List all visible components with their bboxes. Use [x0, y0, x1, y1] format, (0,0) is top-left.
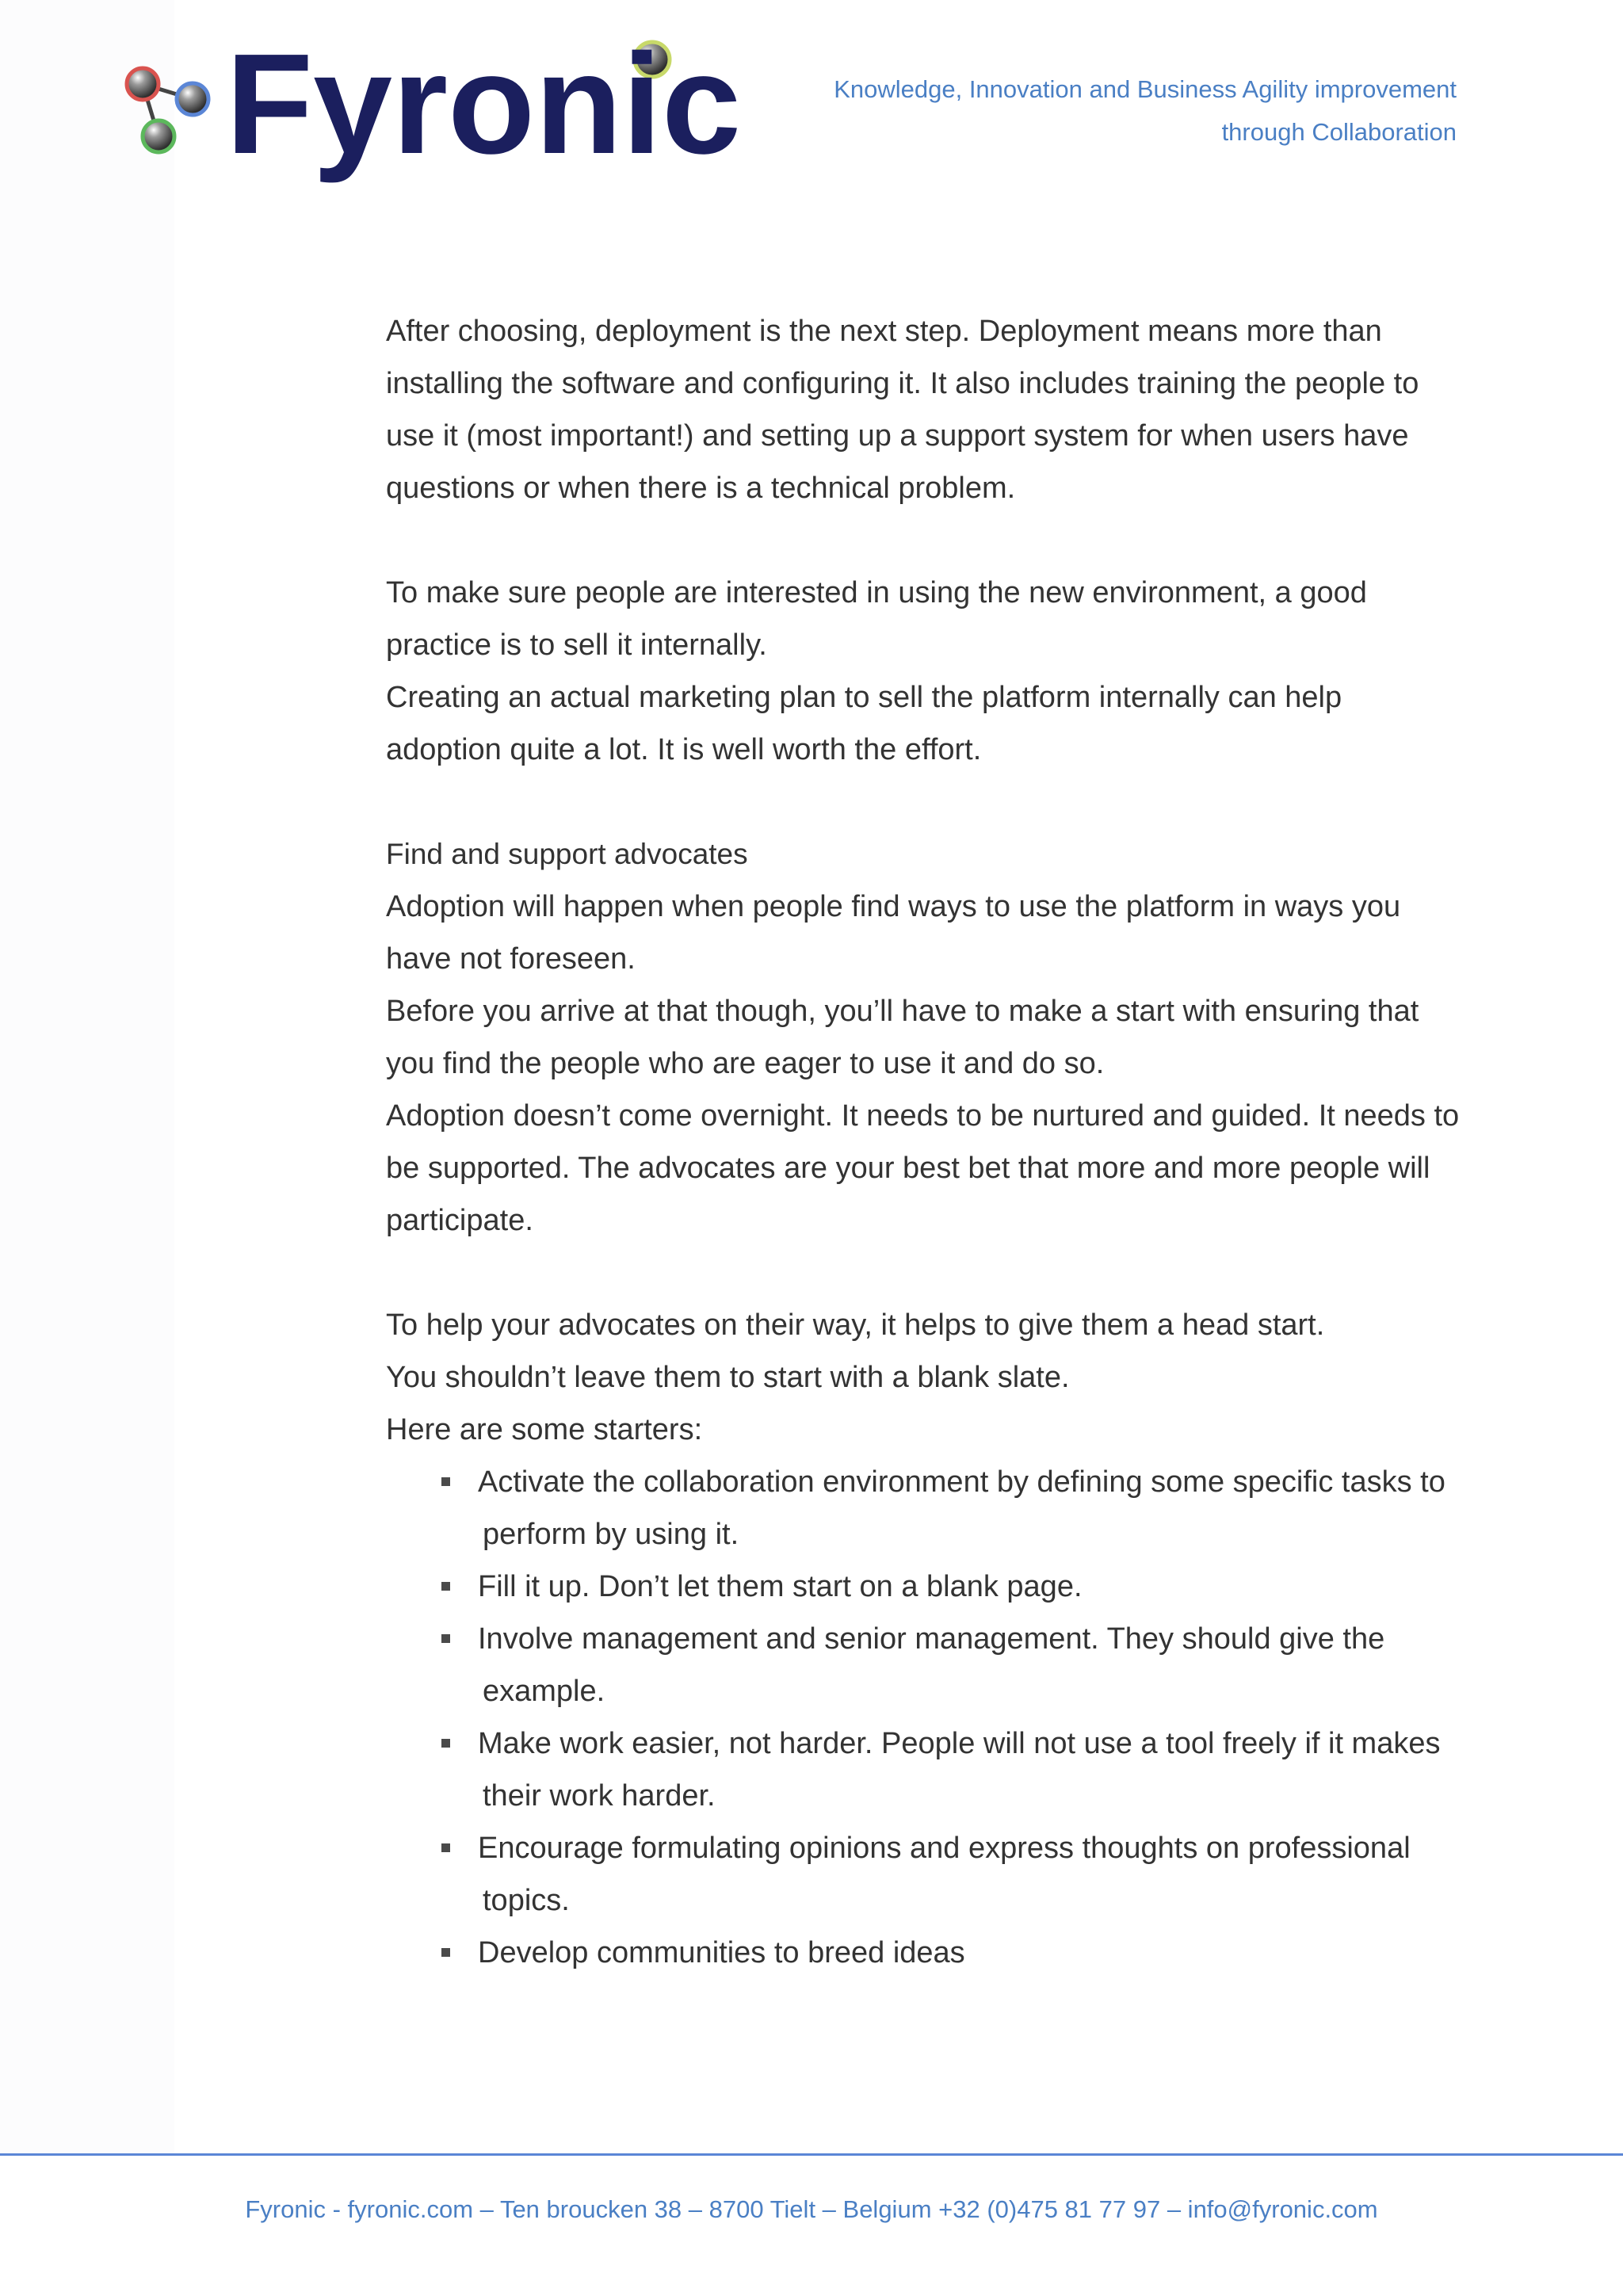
tagline-line-2: through Collaboration: [1221, 118, 1457, 146]
footer-contact: [0, 2195, 1623, 2224]
bullet-icon: [441, 1843, 450, 1852]
deployment-paragraph: After choosing, deployment is the next step. Deployment means more than installing the software and configuring it. It also includes training the people to use it (most important!) and setting up a support system for when users have questions or when there is a technical problem.: [386, 315, 1419, 505]
page-margin-band: [0, 0, 174, 2156]
list-item: Involve management and senior management. They should give the example.: [386, 1613, 1464, 1717]
help-paragraph-1: To help your advocates on their way, it helps to give them a head start.: [386, 1308, 1325, 1342]
bullet-icon: [441, 1739, 450, 1748]
fyronic-logo: [119, 32, 761, 206]
bullet-icon: [441, 1582, 450, 1591]
footer-divider: [0, 2153, 1623, 2156]
help-paragraph-3: Here are some starters:: [386, 1413, 703, 1446]
list-item: Encourage formulating opinions and express thoughts on professional topics.: [386, 1822, 1464, 1927]
footer-text: Fyronic - fyronic.com – Ten broucken 38 – 8700 Tielt – Belgium +32 (0)475 81 77 97 – info@fyronic.com: [245, 2195, 1378, 2223]
advocates-paragraph-2: Before you arrive at that though, you’ll have to make a start with ensuring that you find the people who are eager to use it and do so.: [386, 995, 1419, 1080]
bullet-icon: [441, 1477, 450, 1486]
document-body: [386, 305, 1464, 1979]
marketing-paragraph-1: To make sure people are interested in using the new environment, a good practice is to sell it internally.: [386, 576, 1367, 662]
tagline-line-1: Knowledge, Innovation and Business Agility improvement: [834, 75, 1457, 103]
section-heading: Find and support advocates: [386, 838, 748, 870]
bullet-icon: [441, 1634, 450, 1643]
list-item: Make work easier, not harder. People will not use a tool freely if it makes their work harder.: [386, 1717, 1464, 1822]
advocates-paragraph-3: Adoption doesn’t come overnight. It needs to be nurtured and guided. It needs to be supported. The advocates are your best bet that more and more people will participate.: [386, 1099, 1460, 1237]
list-item: Develop communities to breed ideas: [386, 1927, 1464, 1979]
brand-name: Fyronic: [226, 32, 742, 184]
starters-list: [386, 1456, 1464, 1979]
marketing-paragraph-2: Creating an actual marketing plan to sell the platform internally can help adoption quite a lot. It is well worth the effort.: [386, 681, 1342, 766]
tagline: [743, 68, 1457, 154]
help-paragraph-2: You shouldn’t leave them to start with a blank slate.: [386, 1361, 1070, 1394]
list-item: Fill it up. Don’t let them start on a blank page.: [386, 1561, 1464, 1613]
advocates-paragraph-1: Adoption will happen when people find ways to use the platform in ways you have not foreseen.: [386, 890, 1401, 976]
list-item: Activate the collaboration environment by defining some specific tasks to perform by using it.: [386, 1456, 1464, 1561]
bullet-icon: [441, 1948, 450, 1957]
